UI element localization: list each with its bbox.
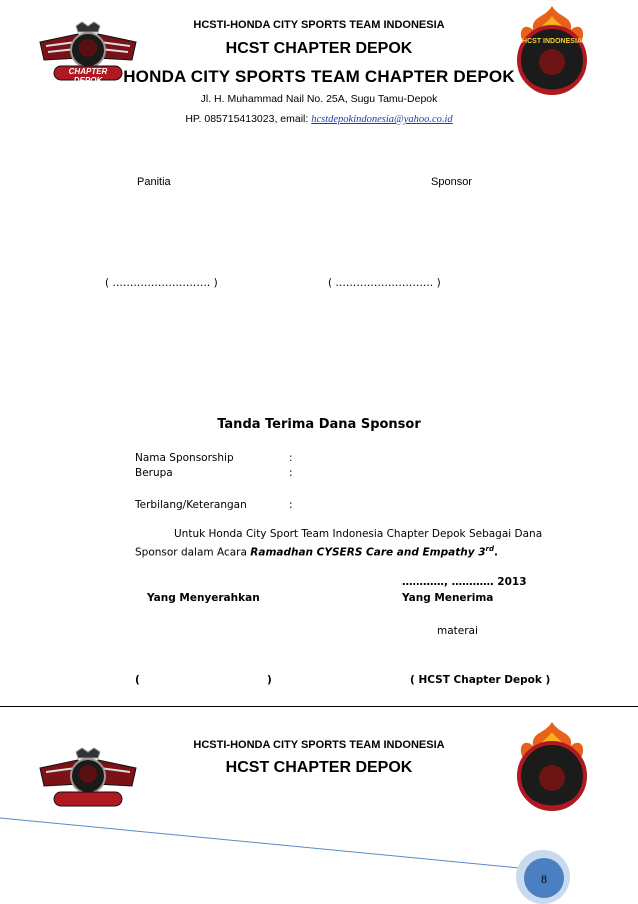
phone-text: HP. 085715413023, email:	[185, 113, 312, 125]
field-label-terbilang: Terbilang/Keterangan	[135, 499, 247, 511]
giver-name-open: (	[135, 674, 140, 686]
field-label-sponsorship: Nama Sponsorship	[135, 452, 234, 464]
chapter-title: HCST CHAPTER DEPOK	[225, 40, 413, 57]
contact-line	[0, 113, 638, 125]
chapter-full-name: HONDA CITY SPORTS TEAM CHAPTER DEPOK	[123, 67, 515, 86]
receipt-paragraph-line2	[135, 545, 498, 559]
section-divider	[0, 706, 638, 707]
field-sep-berupa: :	[289, 467, 293, 479]
stamp-label: materai	[437, 625, 478, 637]
field-label-berupa: Berupa	[135, 467, 173, 479]
chapter-title-bottom: HCST CHAPTER DEPOK	[225, 759, 413, 776]
giver-name-close: )	[267, 674, 272, 686]
receipt-paragraph-line1: Untuk Honda City Sport Team Indonesia Chapter Depok Sebagai Dana	[174, 528, 543, 540]
event-name: Ramadhan CYSERS Care and Empathy 3	[250, 546, 486, 559]
panitia-label: Panitia	[137, 176, 171, 188]
paragraph-prefix: Sponsor dalam Acara	[135, 546, 251, 559]
event-sup: rd	[485, 545, 494, 553]
sponsor-label: Sponsor	[431, 176, 472, 188]
paragraph-end: .	[494, 546, 498, 559]
date-line: …………, ………… 2013	[402, 576, 527, 588]
giver-label: Yang Menyerahkan	[147, 592, 260, 604]
receipt-title: Tanda Terima Dana Sponsor	[217, 417, 421, 432]
logo-left-text: CHAPTER DEPOK	[68, 67, 108, 85]
org-name-bottom: HCSTI-HONDA CITY SPORTS TEAM INDONESIA	[193, 739, 445, 751]
field-sep-terbilang: :	[289, 499, 293, 511]
logo-right-text: HCST INDONESIA	[522, 38, 582, 45]
receiver-name: ( HCST Chapter Depok )	[410, 674, 551, 686]
field-sep-sponsorship: :	[289, 452, 293, 464]
address: Jl. H. Muhammad Nail No. 25A, Sugu Tamu-Depok	[200, 93, 438, 105]
org-name: HCSTI-HONDA CITY SPORTS TEAM INDONESIA	[193, 19, 445, 31]
receiver-label: Yang Menerima	[402, 592, 494, 604]
page-number: 8	[541, 872, 547, 886]
sponsor-signature-blank: ( ………………………. )	[328, 277, 441, 289]
panitia-signature-blank: ( ………………………. )	[105, 277, 218, 289]
email-link[interactable]: hcstdepokindonesia@yahoo.co.id	[311, 114, 453, 125]
